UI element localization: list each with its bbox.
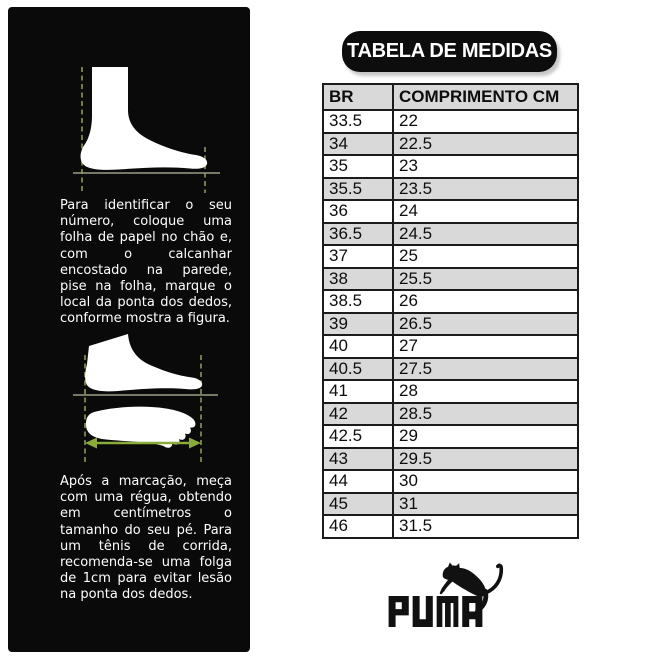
table-row [323,335,578,358]
table-cell: 22 [393,110,578,133]
table-cell: 28.5 [393,403,578,426]
table-cell: 30 [393,470,578,493]
table-row [323,403,578,426]
table-cell: 28 [393,380,578,403]
table-row [323,223,578,246]
table-row [323,380,578,403]
table-cell: 40 [323,335,393,358]
size-table [322,83,579,539]
table-cell: 24.5 [393,223,578,246]
table-row [323,515,578,538]
table-cell: 26.5 [393,313,578,336]
table-row [323,245,578,268]
table-row [323,493,578,516]
table-cell: 24 [393,200,578,223]
table-row [323,448,578,471]
table-row [323,178,578,201]
table-cell: 23 [393,155,578,178]
table-cell: 36.5 [323,223,393,246]
table-cell: 29 [393,425,578,448]
table-row [323,110,578,133]
table-cell: 39 [323,313,393,336]
table-cell: 35.5 [323,178,393,201]
table-cell: 37 [323,245,393,268]
size-table-header-cm: COMPRIMENTO CM [393,84,578,110]
size-chart-title: TABELA DE MEDIDAS [347,40,552,62]
table-row [323,200,578,223]
table-row [323,358,578,381]
table-row [323,470,578,493]
table-cell: 23.5 [393,178,578,201]
table-cell: 42.5 [323,425,393,448]
puma-wordmark-icon [388,596,483,627]
table-cell: 43 [323,448,393,471]
table-cell: 29.5 [393,448,578,471]
table-cell: 38 [323,268,393,291]
table-cell: 33.5 [323,110,393,133]
table-cell: 41 [323,380,393,403]
table-row [323,155,578,178]
table-cell: 27 [393,335,578,358]
table-cell: 45 [323,493,393,516]
table-cell: 38.5 [323,290,393,313]
table-row [323,290,578,313]
table-cell: 27.5 [393,358,578,381]
table-cell: 26 [393,290,578,313]
table-cell: 25 [393,245,578,268]
measure-instruction-step2: Após a marcação, meça com uma régua, obtendo em centímetros o tamanho do seu pé. Para um tênis de corrida, recomenda-se uma folga de 1cm para evitar lesão na ponta dos dedos. [60,474,232,603]
size-table-body [323,110,578,538]
size-table-header-row [323,84,578,110]
table-row [323,133,578,156]
table-cell: 35 [323,155,393,178]
table-cell: 42 [323,403,393,426]
size-chart-title-pill [342,31,557,72]
table-cell: 40.5 [323,358,393,381]
table-cell: 22.5 [393,133,578,156]
foot-length-measure-icon [56,328,231,473]
table-cell: 34 [323,133,393,156]
table-cell: 44 [323,470,393,493]
table-cell: 31 [393,493,578,516]
table-row [323,425,578,448]
size-table-header-br: BR [323,84,393,110]
instructions-panel [8,7,250,652]
table-cell: 36 [323,200,393,223]
table-cell: 25.5 [393,268,578,291]
table-cell: 31.5 [393,515,578,538]
measure-instruction-step1: Para identificar o seu número, coloque uma folha de papel no chão e, com o calcanhar encostado na parede, pise na folha, marque o local da ponta dos dedos, conforme mostra a figura. [60,198,232,327]
table-row [323,313,578,336]
foot-side-measure-icon [48,52,238,202]
table-cell: 46 [323,515,393,538]
table-row [323,268,578,291]
